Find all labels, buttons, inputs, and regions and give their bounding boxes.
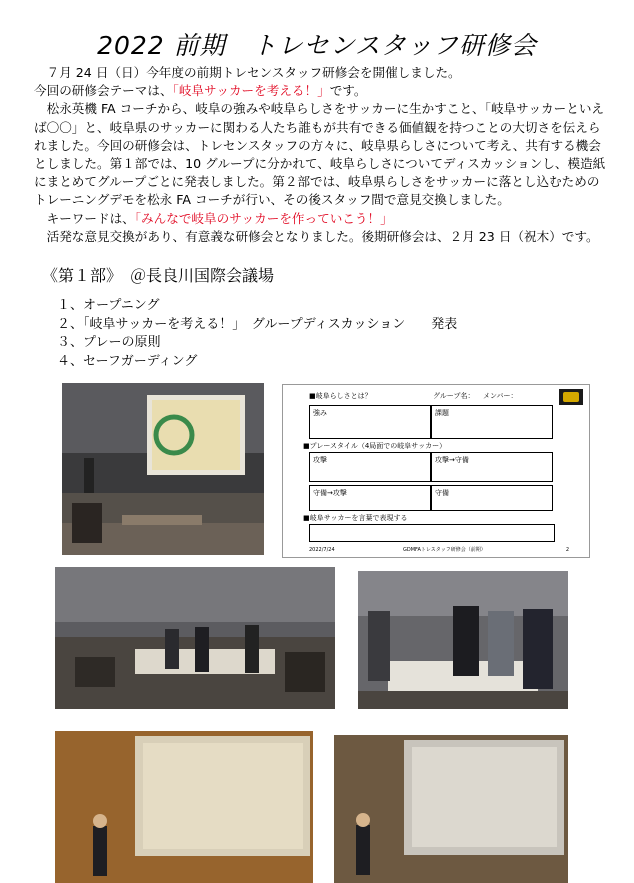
defense-to-attack-label: 守備→攻撃 [313, 489, 347, 497]
weaknesses-label: 課題 [435, 409, 449, 417]
agenda-item: １、オープニング [57, 298, 160, 313]
worksheet-footer-date: 2022/7/24 [309, 547, 335, 553]
worksheet-header: ■岐阜らしさとは？ [309, 392, 372, 400]
description-paragraph: 松永英機 FA コーチから、岐阜の強みや岐阜らしさをサッカーに生かすこと、「岐阜サッカーといえば〇〇」と、岐阜県のサッカーに関わる人たち誰もが共有できる価値観を持つことの大切さを伝えられました。今回の研修会は、トレセンスタッフの方々に、岐阜県らしさについて考え、共有する機会としました。第１部では、10 グループに分かれて、岐阜らしさについてディスカッションし、模造紙にまとめてグループごとに発表しました。第２部では、岐阜県らしさをサッカーに落とし込むためのトレーニングデモを松永 FA コーチが行い、その後スタッフ間で意見交換しました。 [34, 101, 606, 208]
worksheet-footer-title: GDMFAトレスタッフ研修会（前期） [403, 547, 486, 553]
defense-label: 守備 [435, 489, 449, 497]
strengths-label: 強み [313, 409, 327, 417]
theme-suffix: です。 [329, 83, 367, 99]
worksheet-footer-page: 2 [565, 547, 569, 553]
keyword-line [34, 210, 606, 228]
theme-text: 「岐阜サッカーを考える！」 [172, 83, 330, 99]
report-body [34, 64, 606, 246]
agenda-item: ４、セーフガーディング [57, 353, 198, 369]
agenda-item: ３、プレーの原則 [57, 335, 161, 350]
theme-line [34, 82, 606, 100]
worksheet-group: グループ名： [433, 392, 475, 400]
intro-line: ７月 24 日（日）今年度の前期トレセンスタッフ研修会を開催しました。 [46, 65, 461, 80]
closing-line: 活発な意見交換があり、有意義な研修会となりました。後期研修会は、２月 23 日（祝木）です。 [46, 228, 599, 244]
photo-group-discussion [55, 567, 335, 709]
worksheet-slide [282, 384, 590, 558]
attack-label: 攻撃 [313, 456, 327, 464]
photo-group-closeup [358, 571, 568, 709]
express-box [309, 524, 555, 542]
keyword-text: 「みんなで岐阜のサッカーを作っていこう！」 [134, 210, 393, 226]
section-heading: 《第１部》 ＠長良川国際会議場 [42, 266, 275, 285]
page-title: 2022 前期 トレセンスタッフ研修会 [97, 31, 537, 60]
express-header: ■岐阜サッカーを言葉で表現する [303, 514, 408, 522]
photo-presentation-screen [62, 383, 264, 555]
worksheet-members: メンバー： [483, 392, 518, 400]
playstyle-header: ■プレースタイル（4局面での岐阜サッカー） [303, 442, 447, 450]
photo-presenter-1 [55, 731, 313, 883]
photo-presenter-2 [334, 735, 568, 883]
logo-icon [559, 389, 583, 405]
attack-to-defense-label: 攻撃→守備 [435, 456, 469, 464]
agenda-item: ２、「岐阜サッカーを考える！」 グループディスカッション 発表 [57, 316, 458, 332]
agenda-list [57, 297, 457, 371]
theme-prefix: 今回の研修会テーマは、 [34, 83, 173, 99]
keyword-prefix: キーワードは、 [46, 210, 135, 226]
